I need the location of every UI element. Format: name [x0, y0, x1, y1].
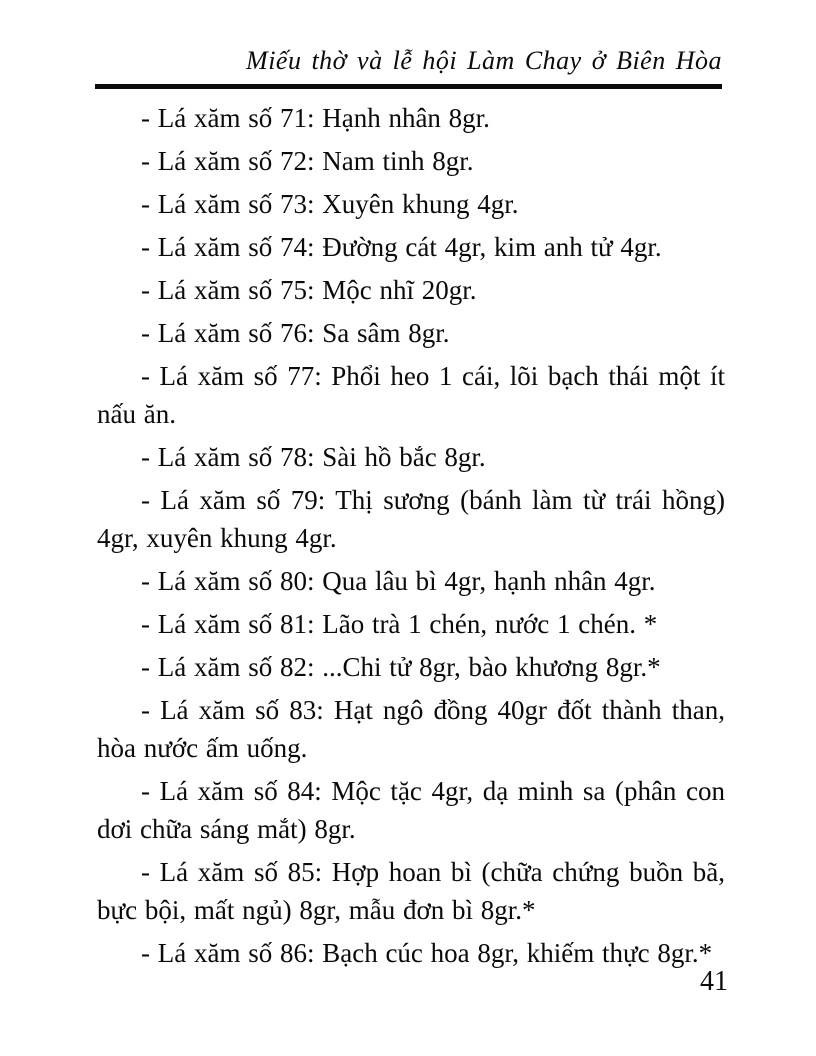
list-item: - Lá xăm số 73: Xuyên khung 4gr.: [141, 189, 519, 219]
list-item: - Lá xăm số 82: ...Chi tử 8gr, bào khương 8gr.*: [141, 652, 661, 682]
list-item: - Lá xăm số 79: Thị sương (bánh làm từ trái hồng) 4gr, xuyên khung 4gr.: [97, 485, 725, 553]
list-item: - Lá xăm số 78: Sài hồ bắc 8gr.: [141, 442, 486, 472]
list-item: - Lá xăm số 83: Hạt ngô đồng 40gr đốt thành than, hòa nước ấm uống.: [97, 695, 725, 763]
list-item: - Lá xăm số 77: Phổi heo 1 cái, lõi bạch thái một ít nấu ăn.: [97, 361, 725, 429]
list-item: - Lá xăm số 84: Mộc tặc 4gr, dạ minh sa (phân con dơi chữa sáng mắt) 8gr.: [97, 776, 725, 844]
list-item: - Lá xăm số 86: Bạch cúc hoa 8gr, khiếm thực 8gr.*: [141, 938, 713, 968]
list-item: - Lá xăm số 85: Hợp hoan bì (chữa chứng buồn bã, bực bội, mất ngủ) 8gr, mẫu đơn bì 8gr.*: [97, 857, 725, 925]
list-item: - Lá xăm số 81: Lão trà 1 chén, nước 1 chén. *: [141, 609, 658, 639]
list-item: - Lá xăm số 80: Qua lâu bì 4gr, hạnh nhân 4gr.: [141, 566, 656, 596]
remedy-list: [97, 99, 725, 977]
list-item: - Lá xăm số 76: Sa sâm 8gr.: [141, 318, 450, 348]
list-item: - Lá xăm số 75: Mộc nhĩ 20gr.: [141, 275, 477, 305]
list-item: - Lá xăm số 71: Hạnh nhân 8gr.: [141, 103, 490, 133]
list-item: - Lá xăm số 74: Đường cát 4gr, kim anh tử 4gr.: [141, 232, 662, 262]
page-number: 41: [700, 966, 728, 997]
list-item: - Lá xăm số 72: Nam tinh 8gr.: [141, 146, 474, 176]
header-rule: [95, 84, 722, 89]
running-head: Miếu thờ và lễ hội Làm Chay ở Biên Hòa: [246, 46, 722, 75]
